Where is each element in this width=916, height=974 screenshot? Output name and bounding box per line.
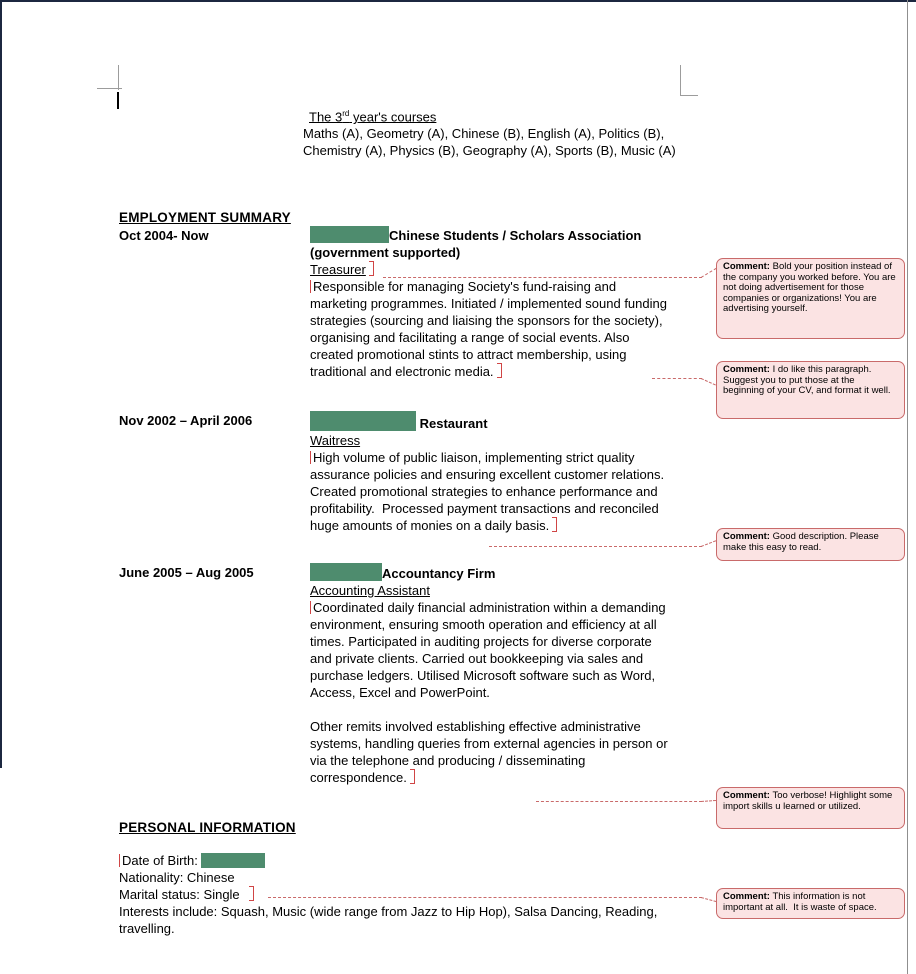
comment-connector-5 <box>701 897 717 902</box>
job3-description-2[interactable]: Other remits involved establishing effective administrative systems, handling queries from external agencies in person or via the telephone and producing / disseminating correspondence. <box>310 719 672 785</box>
left-margin-crop-mark <box>118 65 119 90</box>
interests-line[interactable]: Interests include: Squash, Music (wide range from Jazz to Hip Hop), Salsa Dancing, Reading, travelling. <box>119 904 661 936</box>
comment-anchor-bracket <box>369 261 374 276</box>
job3-entry[interactable] <box>310 563 676 786</box>
redaction-box <box>310 563 382 581</box>
personal-info-block[interactable] <box>119 852 699 937</box>
courses-list[interactable]: Maths (A), Geometry (A), Chinese (B), English (A), Politics (B), Chemistry (A), Physics (B), Geography (A), Sports (B), Music (A) <box>303 126 676 159</box>
comment-connector-5 <box>268 897 702 898</box>
job3-company[interactable]: Accountancy Firm <box>310 563 676 582</box>
job1-company[interactable]: Chinese Students / Scholars Association (government supported) <box>310 228 642 260</box>
comment-connector-2 <box>701 378 716 385</box>
job1-dates[interactable]: Oct 2004- Now <box>119 228 209 243</box>
redaction-box <box>201 853 265 868</box>
job3-dates[interactable]: June 2005 – Aug 2005 <box>119 565 254 580</box>
comment-anchor-bracket <box>249 886 254 901</box>
comment-balloon-2[interactable]: Comment: I do like this paragraph. Suggest you to put those at the beginning of your CV, and format it well. <box>716 361 905 419</box>
comment-balloon-5[interactable]: Comment: This information is not important at all. It is waste of space. <box>716 888 905 919</box>
page-left-edge <box>0 0 2 768</box>
date-of-birth-line[interactable]: Date of Birth: <box>119 852 699 869</box>
comment-connector-4 <box>701 800 716 802</box>
job2-position[interactable]: Waitress <box>310 433 361 448</box>
comment-connector-2 <box>652 378 702 379</box>
comment-connector-4 <box>536 801 702 802</box>
job1-description[interactable]: Responsible for managing Society's fund-raising and marketing programmes. Initiated / implemented sound funding strategies (sourcing and liaising the sponsors for the society), organising and facilitating a range of social events. Also created promotional stints to attract membership, using traditional and electronic media. <box>310 279 671 379</box>
text-cursor <box>117 92 119 109</box>
job2-description[interactable]: High volume of public liaison, implementing strict quality assurance policies and ensuring excellent customer relations. Created promotional strategies to enhance performance and profitability. Processed payment transactions and reconciled huge amounts of monies on a daily basis. <box>310 450 672 533</box>
marital-status-line[interactable]: Marital status: Single <box>119 886 699 903</box>
personal-information-heading[interactable]: PERSONAL INFORMATION <box>119 820 296 835</box>
job2-company[interactable]: Restaurant <box>310 411 676 432</box>
page-right-edge <box>907 0 908 974</box>
redaction-box <box>310 226 389 243</box>
job2-dates[interactable]: Nov 2002 – April 2006 <box>119 413 253 428</box>
employment-summary-heading[interactable]: EMPLOYMENT SUMMARY <box>119 210 291 225</box>
right-margin-crop-mark <box>680 65 681 96</box>
job3-position[interactable]: Accounting Assistant <box>310 583 430 598</box>
job2-entry[interactable] <box>310 411 676 534</box>
job3-description[interactable]: Coordinated daily financial administration within a demanding environment, ensuring smooth operation and efficiency at all times. Participated in auditing projects for diverse corporate and private clients. Carried out bookkeeping via sales and purchase ledgers. Utilised Microsoft software such as Word, Access, Excel and PowerPoint. <box>310 600 670 700</box>
comment-balloon-1[interactable]: Comment: Bold your position instead of the company you worked before. You are not doing advertisement for those companies or organizations! You are advertising yourself. <box>716 258 905 339</box>
job1-position[interactable]: Treasurer <box>310 261 676 278</box>
redaction-box <box>310 411 416 431</box>
comment-connector-3 <box>489 546 702 547</box>
nationality-line[interactable]: Nationality: Chinese <box>119 870 235 885</box>
job1-entry[interactable] <box>310 226 676 380</box>
comment-connector-1 <box>383 277 702 278</box>
comment-anchor-bracket <box>497 363 502 378</box>
page-top-edge <box>0 0 916 2</box>
comment-balloon-3[interactable]: Comment: Good description. Please make this easy to read. <box>716 528 905 561</box>
comment-anchor-bracket <box>552 517 557 532</box>
comment-connector-1 <box>701 268 717 278</box>
comment-balloon-4[interactable]: Comment: Too verbose! Highlight some import skills u learned or utilized. <box>716 787 905 829</box>
right-margin-crop-mark <box>680 95 698 96</box>
comment-anchor-bracket <box>410 769 415 784</box>
courses-title[interactable]: The 3rd year's courses <box>309 109 437 125</box>
comment-connector-3 <box>701 540 716 547</box>
courses-block[interactable] <box>303 105 687 159</box>
